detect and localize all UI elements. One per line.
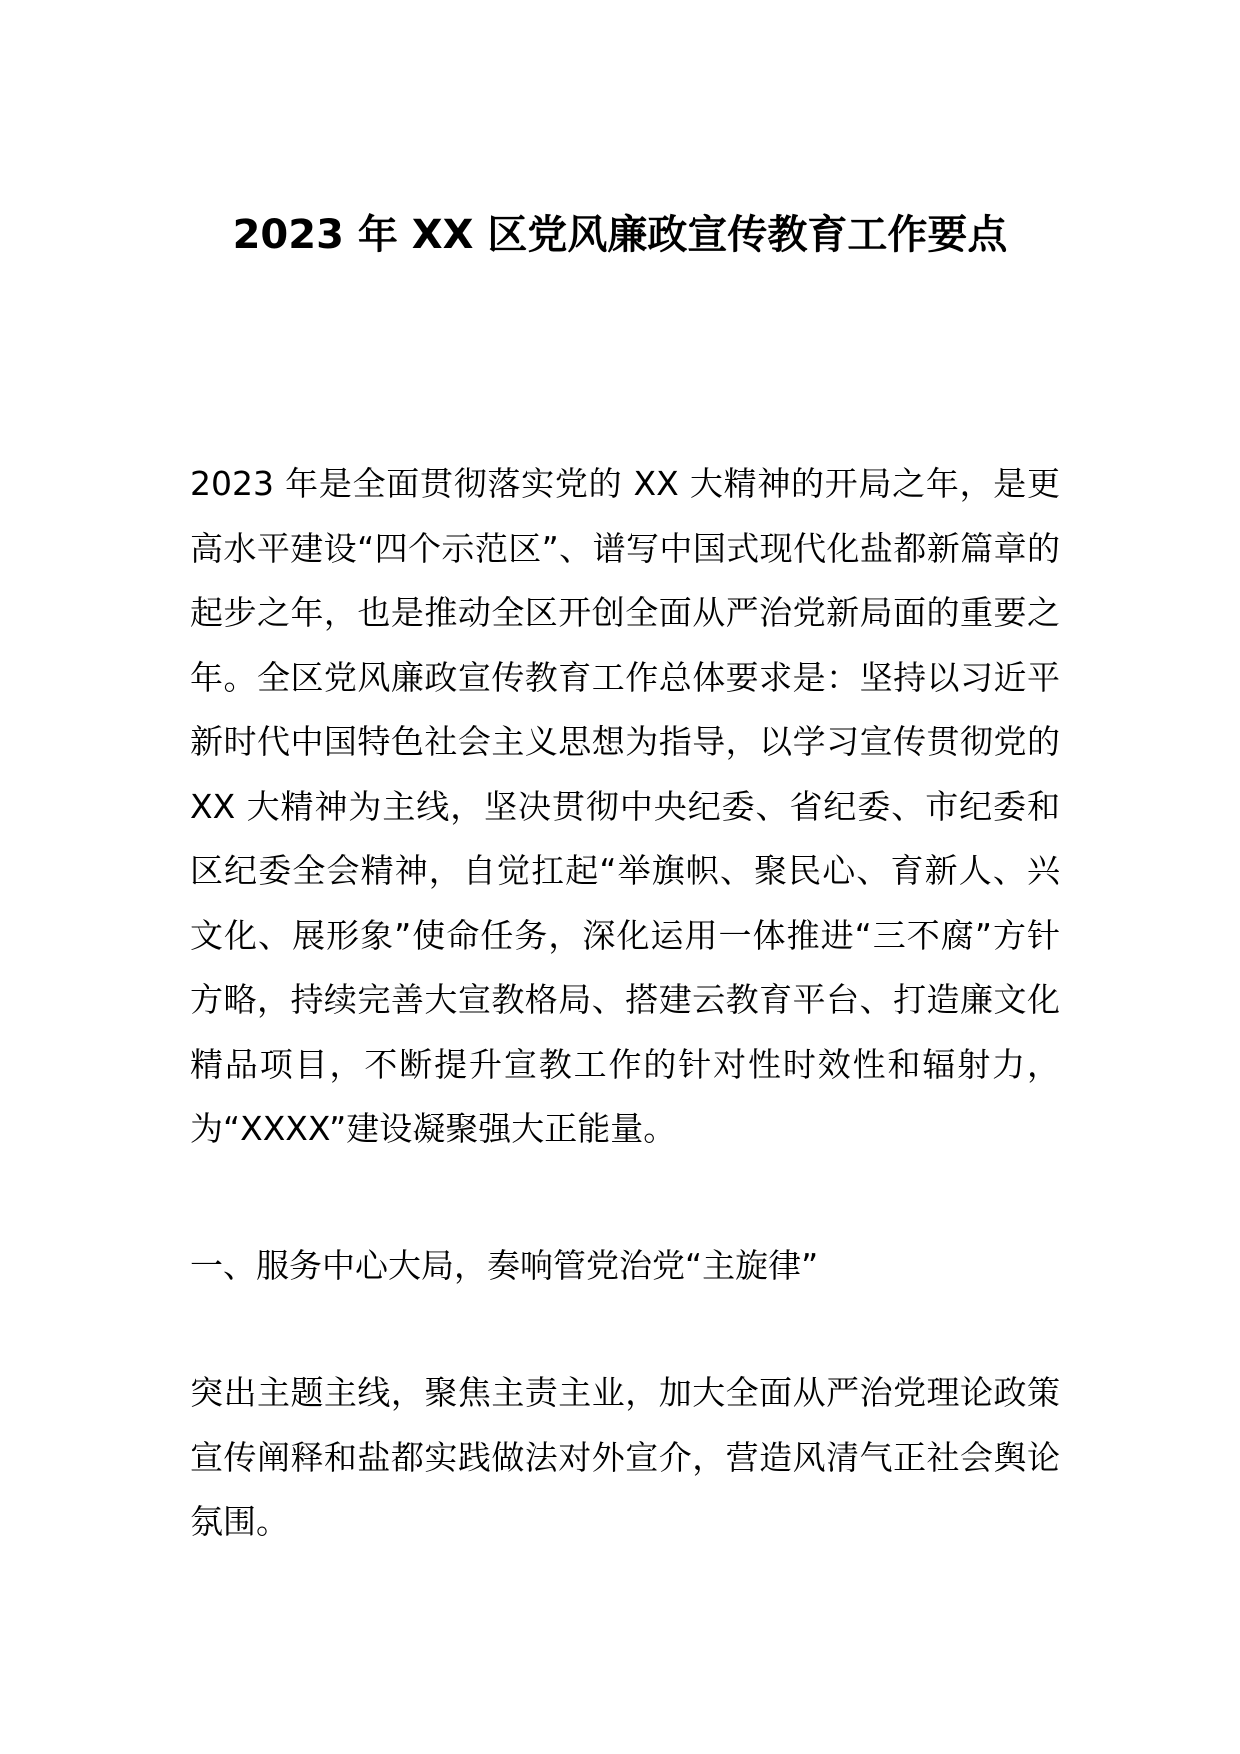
intro-paragraph: 2023 年是全面贯彻落实党的 XX 大精神的开局之年，是更高水平建设“四个示范区”、谱写中国式现代化盐都新篇章的起步之年，也是推动全区开创全面从严治党新局面的重要之年。全区党风廉政宣传教育工作总体要求是：坚持以习近平新时代中国特色社会主义思想为指导，以学习宣传贯彻党的 XX 大精神为主线，坚决贯彻中央纪委、省纪委、市纪委和区纪委全会精神，自觉扛起“举旗帜、聚民心、育新人、兴文化、展形象”使命任务，深化运用一体推进“三不腐”方针方略，持续完善大宣教格局、搭建云教育平台、打造廉文化精品项目，不断提升宣教工作的针对性时效性和辐射力，为“XXXX”建设凝聚强大正能量。 bbox=[190, 464, 1060, 1148]
section-1-paragraph: 突出主题主线，聚焦主责主业，加大全面从严治党理论政策宣传阐释和盐都实践做法对外宣介，营造风清气正社会舆论氛围。 bbox=[190, 1373, 1060, 1541]
document-title: 2023 年 XX 区党风廉政宣传教育工作要点 bbox=[232, 212, 1008, 258]
section-heading-1: 一、服务中心大局，奏响管党治党“主旋律” bbox=[190, 1246, 819, 1285]
